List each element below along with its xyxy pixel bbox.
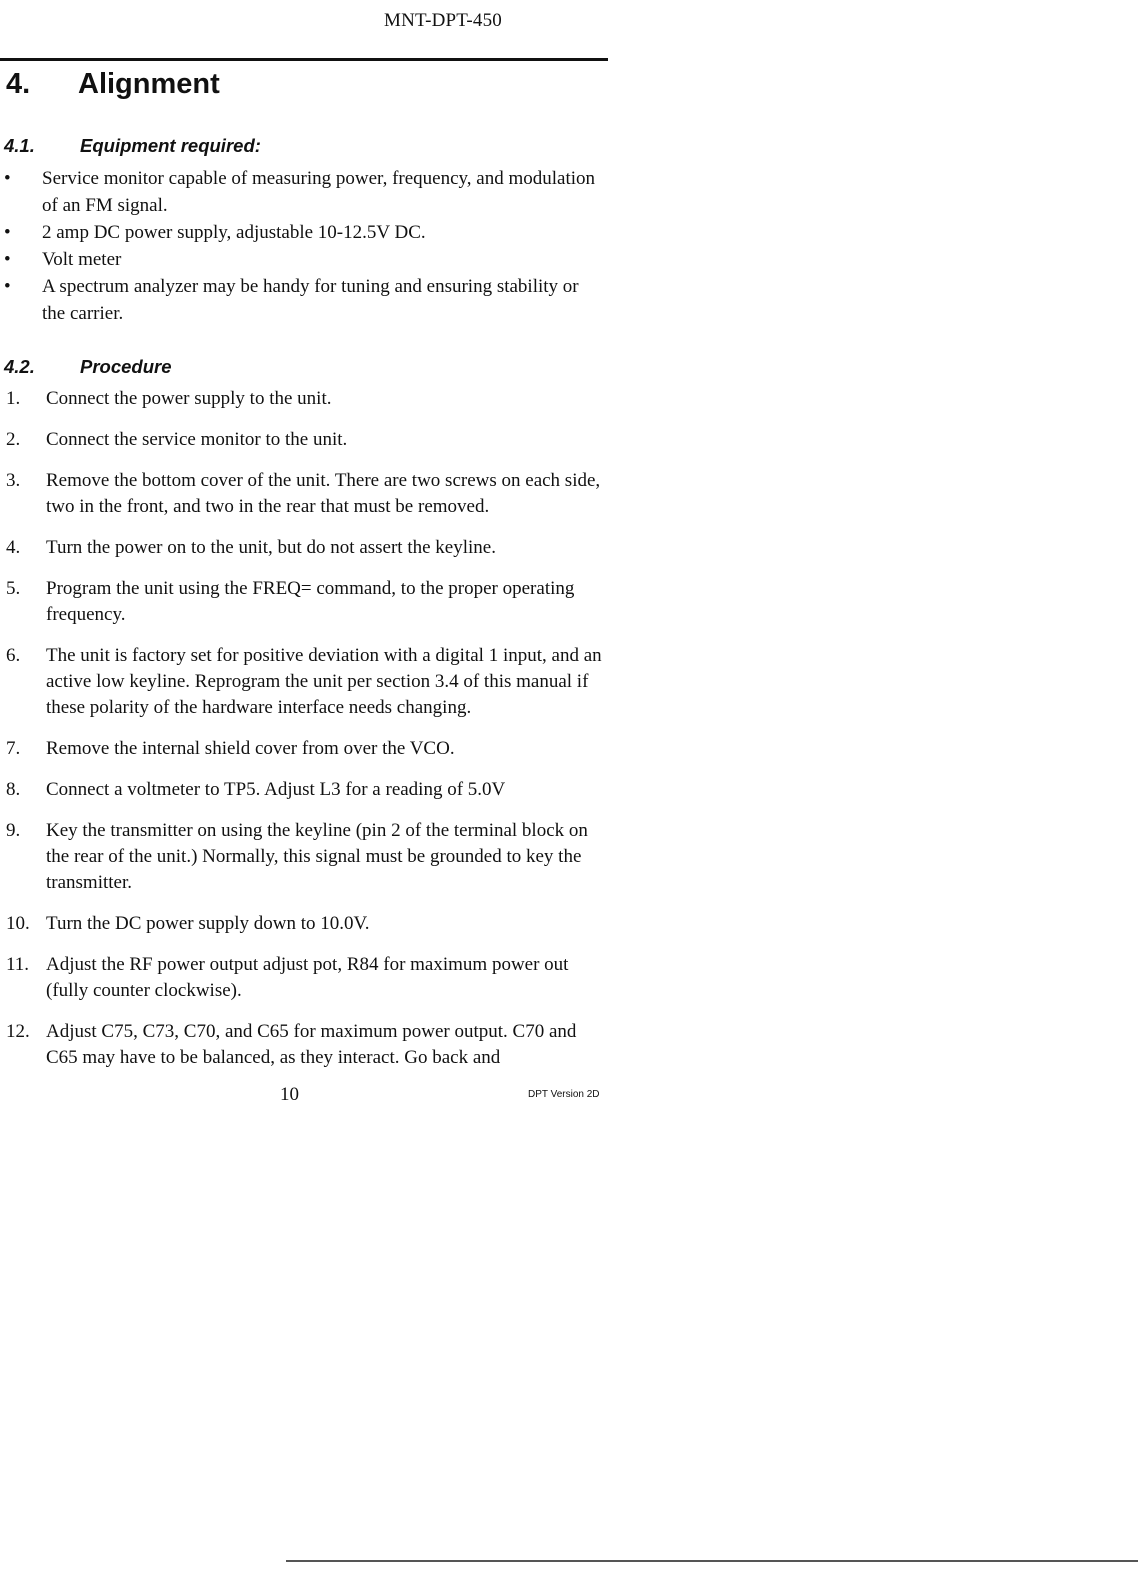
list-item: 3. Remove the bottom cover of the unit. There are two screws on each side, two in the front, and two in the rear that must be removed. bbox=[6, 470, 601, 517]
equipment-heading bbox=[4, 135, 261, 157]
list-item: 5. Program the unit using the FREQ= command, to the proper operating frequency. bbox=[6, 578, 575, 625]
page-number: 10 bbox=[280, 1084, 299, 1105]
bullet-icon: • bbox=[4, 168, 11, 189]
procedure-heading bbox=[4, 356, 172, 378]
list-item: 11. Adjust the RF power output adjust pot, R84 for maximum power out (fully counter clockwise). bbox=[6, 954, 569, 1001]
list-item: 4. Turn the power on to the unit, but do not assert the keyline. bbox=[6, 537, 496, 558]
section-heading bbox=[6, 68, 220, 101]
list-item: 6. The unit is factory set for positive deviation with a digital 1 input, and an active low keyline. Reprogram the unit per section 3.4 of this manual if these polarity of the hardware interface needs changing. bbox=[6, 645, 602, 718]
list-item: 9. Key the transmitter on using the keyline (pin 2 of the terminal block on the rear of the unit.) Normally, this signal must be grounded to key the transmitter. bbox=[6, 820, 588, 893]
list-item: 12. Adjust C75, C73, C70, and C65 for maximum power output. C70 and C65 may have to be balanced, as they interact. Go back and bbox=[6, 1021, 577, 1068]
section-number: 4. bbox=[6, 68, 31, 100]
document-code: MNT-DPT-450 bbox=[384, 10, 502, 31]
list-item: 2. Connect the service monitor to the unit. bbox=[6, 429, 348, 450]
list-item: • Service monitor capable of measuring power, frequency, and modulation of an FM signal. bbox=[0, 165, 600, 219]
list-item: 1. Connect the power supply to the unit. bbox=[6, 388, 332, 409]
procedure-number: 4.2. bbox=[4, 356, 35, 377]
list-item: • 2 amp DC power supply, adjustable 10-12.5V DC. bbox=[0, 219, 600, 246]
bullet-icon: • bbox=[4, 249, 11, 270]
list-item: • Volt meter bbox=[0, 246, 600, 273]
equipment-number: 4.1. bbox=[4, 135, 35, 156]
list-item: • A spectrum analyzer may be handy for tuning and ensuring stability or the carrier. bbox=[0, 273, 600, 327]
section-title: Alignment bbox=[78, 68, 220, 100]
list-item: 10. Turn the DC power supply down to 10.0V. bbox=[6, 913, 370, 934]
bullet-icon: • bbox=[4, 276, 11, 297]
equipment-title: Equipment required: bbox=[80, 135, 261, 156]
list-item: 8. Connect a voltmeter to TP5. Adjust L3 for a reading of 5.0V bbox=[6, 779, 506, 800]
footer-rule bbox=[286, 1560, 1138, 1562]
procedure-steps bbox=[0, 386, 610, 1086]
version-label: DPT Version 2D bbox=[528, 1089, 600, 1100]
header-rule bbox=[0, 58, 608, 61]
procedure-title: Procedure bbox=[80, 356, 172, 377]
equipment-list bbox=[0, 165, 600, 327]
bullet-icon: • bbox=[4, 222, 11, 243]
list-item: 7. Remove the internal shield cover from over the VCO. bbox=[6, 738, 455, 759]
